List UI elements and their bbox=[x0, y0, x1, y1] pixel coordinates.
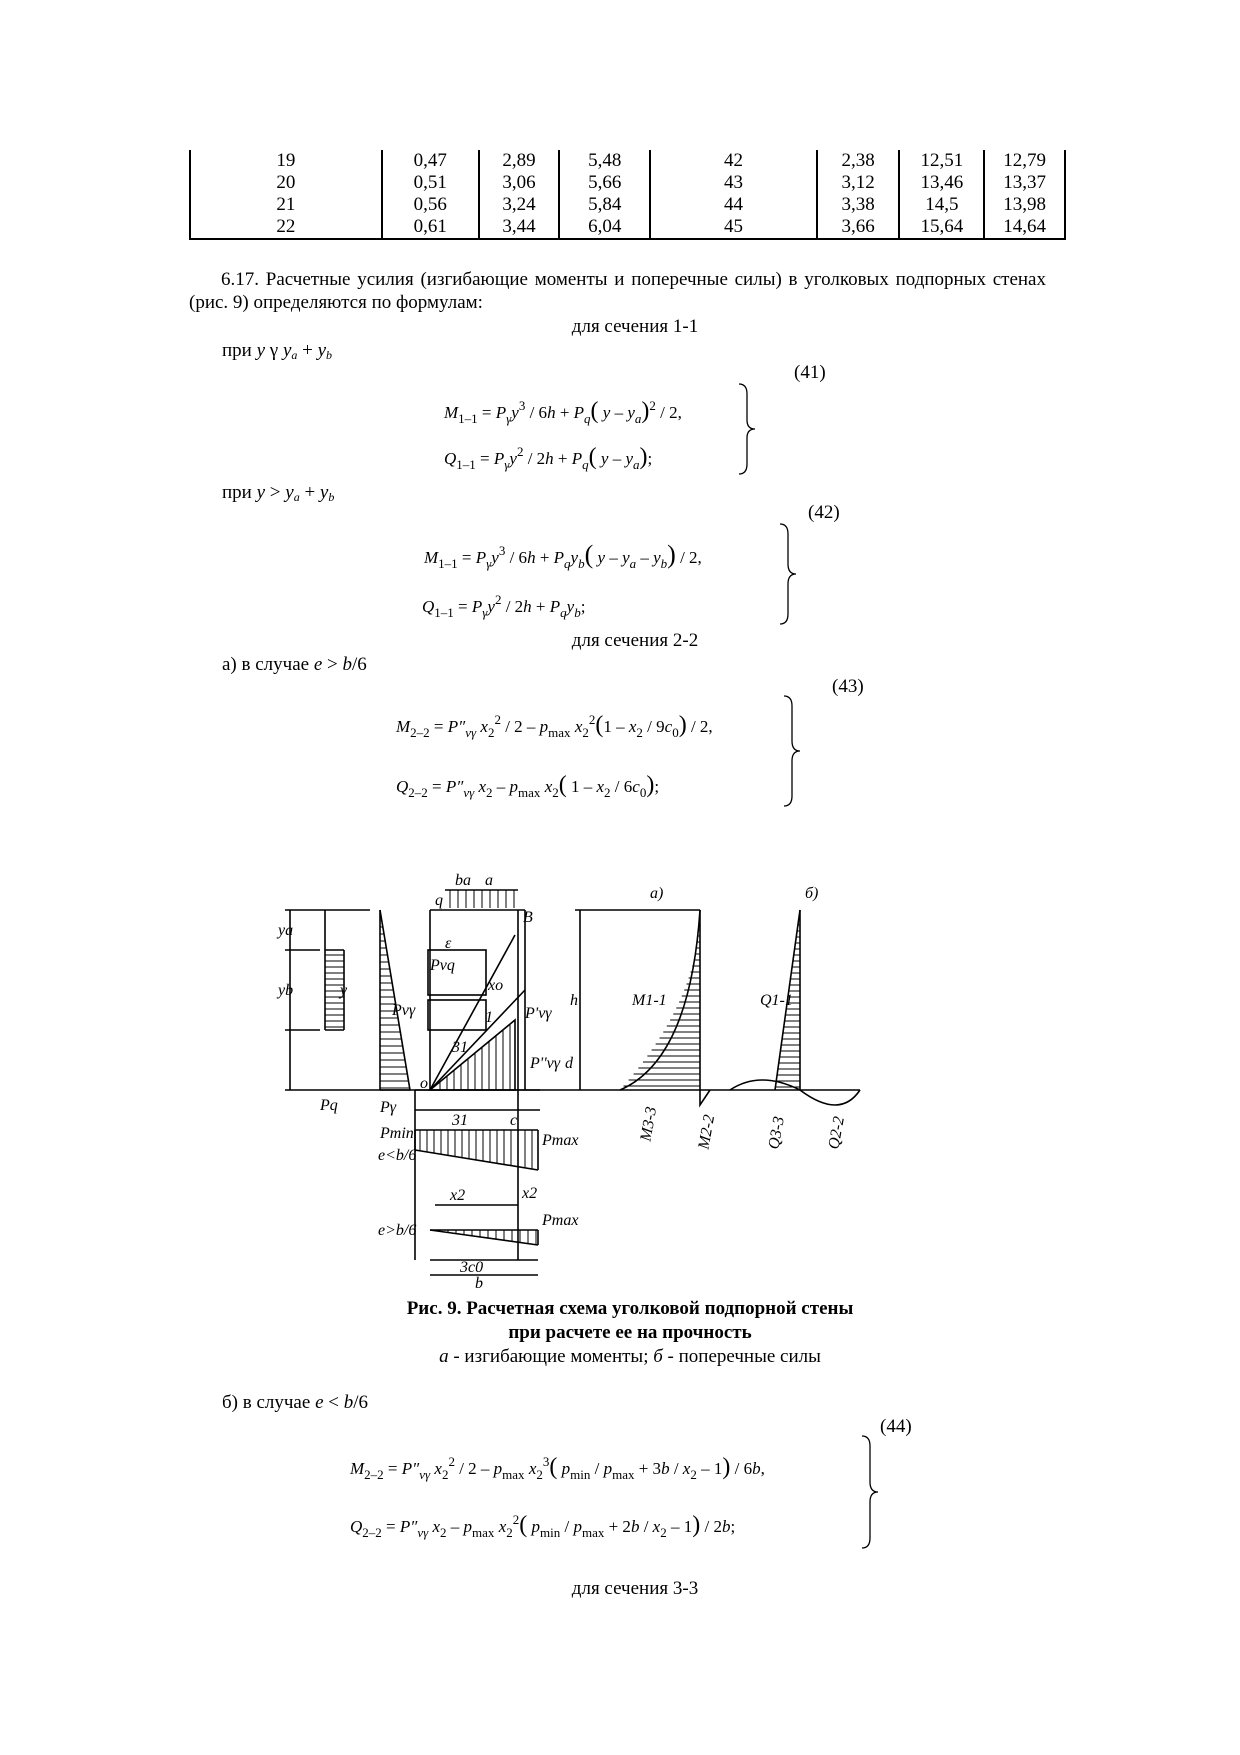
table-cell: 3,66 bbox=[817, 216, 900, 239]
fig-label-o: o bbox=[420, 1075, 428, 1092]
table-cell: 42 bbox=[650, 150, 817, 172]
eq44-number: (44) bbox=[880, 1416, 912, 1437]
condition-41: при y γ ya + yb bbox=[222, 340, 333, 362]
fig-label-pmin: Pmin bbox=[380, 1125, 414, 1142]
caption-title-1: Рис. 9. Расчетная схема уголковой подпорной стены bbox=[406, 1298, 854, 1319]
paragraph-617: 6.17. Расчетные усилия (изгибающие моменты и поперечные силы) в уголковых подпорных стенах (рис. 9) определяются по формулам: bbox=[189, 269, 1046, 313]
table-cell: 0,61 bbox=[382, 216, 479, 239]
fig-label-m33: M3-3 bbox=[637, 1105, 661, 1143]
table-row bbox=[190, 150, 1065, 172]
caption-sub: а - изгибающие моменты; б - поперечные силы bbox=[439, 1346, 821, 1367]
fig-label-q33: Q3-3 bbox=[765, 1115, 788, 1151]
table-cell: 3,06 bbox=[479, 172, 560, 194]
table-cell: 0,51 bbox=[382, 172, 479, 194]
fig-label-pvy: Pvγ bbox=[392, 1002, 416, 1019]
eq44-brace bbox=[858, 1434, 888, 1550]
eq43-moment: $M_{2-2} = P''_{v\gamma}$ $x_2^2 / 2 - p_{max}$ $x_2^2(1 - x_2 / 9c_0) / 2$, bbox=[396, 712, 713, 740]
fig-label-pq: Pq bbox=[320, 1097, 338, 1114]
table-cell: 14,5 bbox=[899, 194, 984, 216]
table-cell: 3,38 bbox=[817, 194, 900, 216]
fig-label-31a: 31 bbox=[452, 1039, 468, 1056]
eq42-brace bbox=[776, 522, 806, 626]
eq43-number: (43) bbox=[832, 676, 864, 697]
eq41-moment: $M_{1-1} = P_\gamma y^3 / 6h + P_q$( y – $y_a)^2 / 2$, bbox=[444, 398, 682, 426]
fig-label-q: q bbox=[435, 892, 443, 909]
table-cell: 3,24 bbox=[479, 194, 560, 216]
table-cell: 14,64 bbox=[984, 216, 1065, 239]
table-cell: 15,64 bbox=[899, 216, 984, 239]
fig-label-bb: b bbox=[475, 1275, 483, 1292]
fig-label-xo: xo bbox=[488, 977, 504, 994]
eq42-moment: $M_{1-1} = P_\gamma y^3 / 6h + P_qy_b$( y – $y_a - y_b) / 2$, bbox=[424, 540, 702, 571]
fig-label-d: d bbox=[565, 1055, 573, 1072]
case-a: а) в случае e > b/6 bbox=[222, 654, 367, 675]
table-cell: 5,48 bbox=[559, 150, 650, 172]
fig-label-py: Pγ bbox=[380, 1099, 397, 1116]
table-cell: 5,84 bbox=[559, 194, 650, 216]
eq42-shear: $Q_{1-1} = P_\gamma y^2 / 2h + P_qy_b$; bbox=[422, 592, 586, 620]
caption-title-2: при расчете ее на прочность bbox=[508, 1322, 752, 1343]
eq41-shear: $Q_{1-1} = P_\gamma y^2 / 2h + P_q$( y – $y_a$); bbox=[444, 444, 653, 472]
fig-label-e: ε bbox=[445, 935, 452, 952]
table-cell: 13,37 bbox=[984, 172, 1065, 194]
fig-label-x2b: x2 bbox=[522, 1185, 538, 1202]
table-cell: 3,44 bbox=[479, 216, 560, 239]
fig-label-pmax: Pmax bbox=[542, 1132, 579, 1149]
table-cell: 22 bbox=[190, 216, 382, 239]
table-row bbox=[190, 194, 1065, 216]
fig-label-ya: ya bbox=[278, 922, 294, 939]
fig-label-31b: 31 bbox=[452, 1112, 468, 1129]
fig-label-b: б) bbox=[805, 885, 819, 902]
table-cell: 0,47 bbox=[382, 150, 479, 172]
condition-42: при y > ya + yb bbox=[222, 482, 335, 504]
fig-label-kb: B bbox=[523, 909, 533, 926]
table-cell: 3,12 bbox=[817, 172, 900, 194]
fig-label-1: 1 bbox=[485, 1009, 493, 1026]
fig-label-m22: M2-2 bbox=[695, 1113, 719, 1151]
fig-label-cond-gt: e>b/6 bbox=[378, 1222, 417, 1239]
table-cell: 12,51 bbox=[899, 150, 984, 172]
fig-label-a: а) bbox=[650, 885, 664, 902]
table-row bbox=[190, 216, 1065, 239]
table-cell: 13,98 bbox=[984, 194, 1065, 216]
eq41-brace bbox=[735, 382, 765, 476]
table-cell: 13,46 bbox=[899, 172, 984, 194]
fig-label-y: y bbox=[340, 982, 348, 999]
fig-label-c0: 3c0 bbox=[460, 1259, 484, 1276]
table-cell: 19 bbox=[190, 150, 382, 172]
eq42-number: (42) bbox=[808, 502, 840, 523]
fig-label-pvy3: P''vγ bbox=[530, 1055, 561, 1072]
fig-label-yb: yb bbox=[278, 982, 294, 999]
section-3-3-heading: для сечения 3-3 bbox=[571, 1578, 699, 1599]
section-1-1-heading: для сечения 1-1 bbox=[571, 316, 699, 337]
table-row bbox=[190, 172, 1065, 194]
table-cell: 43 bbox=[650, 172, 817, 194]
fig-label-c: c bbox=[510, 1112, 518, 1129]
fig-label-pvq: Pvq bbox=[430, 957, 455, 974]
fig-label-x2: x2 bbox=[450, 1187, 466, 1204]
fig-label-ba: ba bbox=[455, 872, 471, 889]
table-cell: 20 bbox=[190, 172, 382, 194]
fig-label-pvy2: P'vγ bbox=[525, 1005, 552, 1022]
figure-9 bbox=[280, 840, 960, 1290]
table-cell: 2,89 bbox=[479, 150, 560, 172]
case-b: б) в случае e < b/6 bbox=[222, 1392, 368, 1413]
eq41-number: (41) bbox=[794, 362, 826, 383]
eq43-brace bbox=[780, 694, 810, 808]
fig-label-pmax2: Pmax bbox=[542, 1212, 579, 1229]
table-cell: 44 bbox=[650, 194, 817, 216]
table-cell: 5,66 bbox=[559, 172, 650, 194]
table-cell: 45 bbox=[650, 216, 817, 239]
fig-label-h: h bbox=[570, 992, 578, 1009]
fig-label-m11: M1-1 bbox=[632, 992, 667, 1009]
eq44-shear: $Q_{2-2} = P''_{v\gamma}$ $x_2 - p_{max}$ $x_2^2$( $p_{min} / p_{max} + 2b / x_2 - 1) / 2b$; bbox=[350, 1512, 736, 1540]
table-cell: 21 bbox=[190, 194, 382, 216]
table-cell: 6,04 bbox=[559, 216, 650, 239]
table-cell: 2,38 bbox=[817, 150, 900, 172]
fig-label-cond-lt: e<b/6 bbox=[378, 1147, 417, 1164]
fig-label-q11: Q1-1 bbox=[760, 992, 793, 1009]
eq44-moment: $M_{2-2} = P''_{v\gamma}$ $x_2^2 / 2 - p_{max}$ $x_2^3$( $p_{min} / p_{max} + 3b / x_2 - 1) / 6b$, bbox=[350, 1454, 765, 1482]
section-2-2-heading: для сечения 2-2 bbox=[571, 630, 699, 651]
table-cell: 0,56 bbox=[382, 194, 479, 216]
fig-label-aa: a bbox=[485, 872, 493, 889]
table-cell: 12,79 bbox=[984, 150, 1065, 172]
data-table bbox=[189, 150, 1066, 240]
fig-label-q22: Q2-2 bbox=[825, 1115, 848, 1151]
eq43-shear: $Q_{2-2} = P''_{v\gamma}$ $x_2 - p_{max}$ $x_2$( $1 - x_2 / 6c_0$); bbox=[396, 772, 660, 800]
